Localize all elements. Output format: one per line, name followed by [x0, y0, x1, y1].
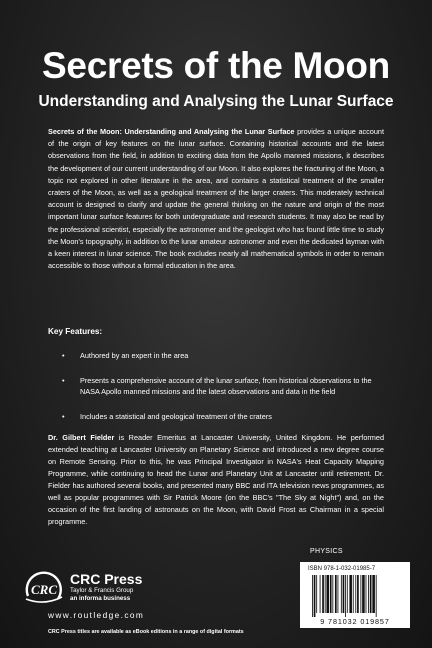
barcode-bar — [349, 575, 352, 613]
author-name: Dr. Gilbert Fielder — [48, 433, 115, 442]
isbn-number: ISBN 978-1-032-01985-7 — [308, 566, 376, 572]
barcode-bar — [360, 575, 361, 613]
feature-item — [62, 411, 384, 423]
barcode-bar — [312, 575, 313, 617]
barcode-bar — [320, 575, 321, 613]
barcode-bar — [355, 575, 356, 613]
barcode-graphic — [312, 575, 398, 617]
barcode-bar — [341, 575, 342, 613]
publisher-tagline: an informa business — [70, 595, 131, 602]
isbn-barcode-box — [300, 562, 410, 628]
barcode-bar — [376, 575, 377, 617]
barcode-bar — [338, 575, 339, 613]
crc-press-logo — [24, 570, 64, 608]
book-title: Secrets of the Moon — [42, 45, 390, 86]
feature-item — [62, 350, 384, 362]
barcode-bar — [345, 575, 346, 617]
key-features-heading: Key Features: — [48, 327, 103, 336]
feature-text: Presents a comprehensive account of the lunar surface, from historical observations to the NASA Apollo manned missions and the latest observations and data in the field — [80, 375, 372, 396]
barcode-bar — [368, 575, 369, 613]
feature-text: Authored by an expert in the area — [80, 351, 189, 360]
barcode-bar — [330, 575, 332, 613]
barcode-bar — [372, 575, 375, 613]
barcode-bar — [370, 575, 372, 613]
logo-text: CRC — [30, 582, 58, 597]
publisher-group: Taylor & Francis Group — [70, 587, 134, 594]
barcode-bar — [335, 575, 337, 613]
barcode-bar — [326, 575, 329, 613]
publisher-website: www.routledge.com — [48, 610, 145, 620]
book-subtitle: Understanding and Analysing the Lunar Surface — [38, 93, 394, 110]
subject-category: PHYSICS — [310, 548, 343, 555]
barcode-bar — [347, 575, 348, 613]
barcode-bar — [332, 575, 333, 613]
feature-item — [62, 375, 384, 398]
ebook-note: CRC Press titles are available as eBook editions in a range of digital formats — [48, 629, 244, 635]
bullet-icon: • — [62, 351, 65, 360]
barcode-bar — [362, 575, 365, 613]
key-features-list — [62, 350, 384, 435]
barcode-bar — [322, 575, 324, 613]
book-description — [48, 126, 384, 272]
publisher-block — [70, 572, 142, 603]
barcode-bar — [325, 575, 326, 613]
barcode-bar — [357, 575, 359, 613]
description-lead: Secrets of the Moon: Understanding and Analysing the Lunar Surface — [48, 127, 295, 136]
barcode-digits: 9 781032 019857 — [320, 617, 390, 626]
description-body: provides a unique account of the origin of key features on the lunar surface. Containing historical accounts and the latest observations from the field, in addition to exciting data from the Apollo manned missions, it describes the development of our current understanding of our Moon. It also explores the fracturing of the Moon, a topic not explored in other literature in the area, and contains a statistical treatment of the smaller craters of the Moon, as well as a geological treatment of the larger craters. This moderately technical account is designed to clarify and update the general thinking on the nature and origin of the most important lunar surface features for both undergraduate and research students. It may also be read by the professional scientist, especially the astronomer and the geologist who has found little time to study the Moon's topography, in addition to the lunar amateur astronomer and even the dedicated layman with a keen interest in lunar science. The book excludes nearly all mathematical symbols in order to remain accessible to those without a formal education in the area. — [48, 127, 384, 271]
barcode-bar — [314, 575, 316, 617]
author-bio — [48, 432, 384, 528]
bullet-icon: • — [62, 411, 65, 421]
feature-text: Includes a statistical and geological treatment of the craters — [80, 411, 272, 421]
barcode-bar — [343, 575, 345, 613]
bullet-icon: • — [62, 375, 65, 385]
barcode-bar — [353, 575, 354, 613]
barcode-bar — [316, 575, 317, 613]
barcode-bar — [366, 575, 367, 613]
publisher-name: CRC Press — [70, 571, 143, 587]
author-bio-text: is Reader Emeritus at Lancaster University, United Kingdom. He performed extended teaching at Lancaster University on Planetary Science and introduced a new degree course on Remote Sensing. Prior to this, he was Principal Investigator in NASA's Heat Capacity Mapping Programme, while continuing to head the Lunar and Planetary Unit at Lancaster until retirement. Dr. Fielder has authored several books, and presented many BBC and ITA television news programmes, as well as popular programmes with Sir Patrick Moore (on the BBC's "The Sky at Night") and, on the occasion of the first landing of astronauts on the Moon, with David Frost as Chairman in a special programme. — [48, 433, 384, 526]
